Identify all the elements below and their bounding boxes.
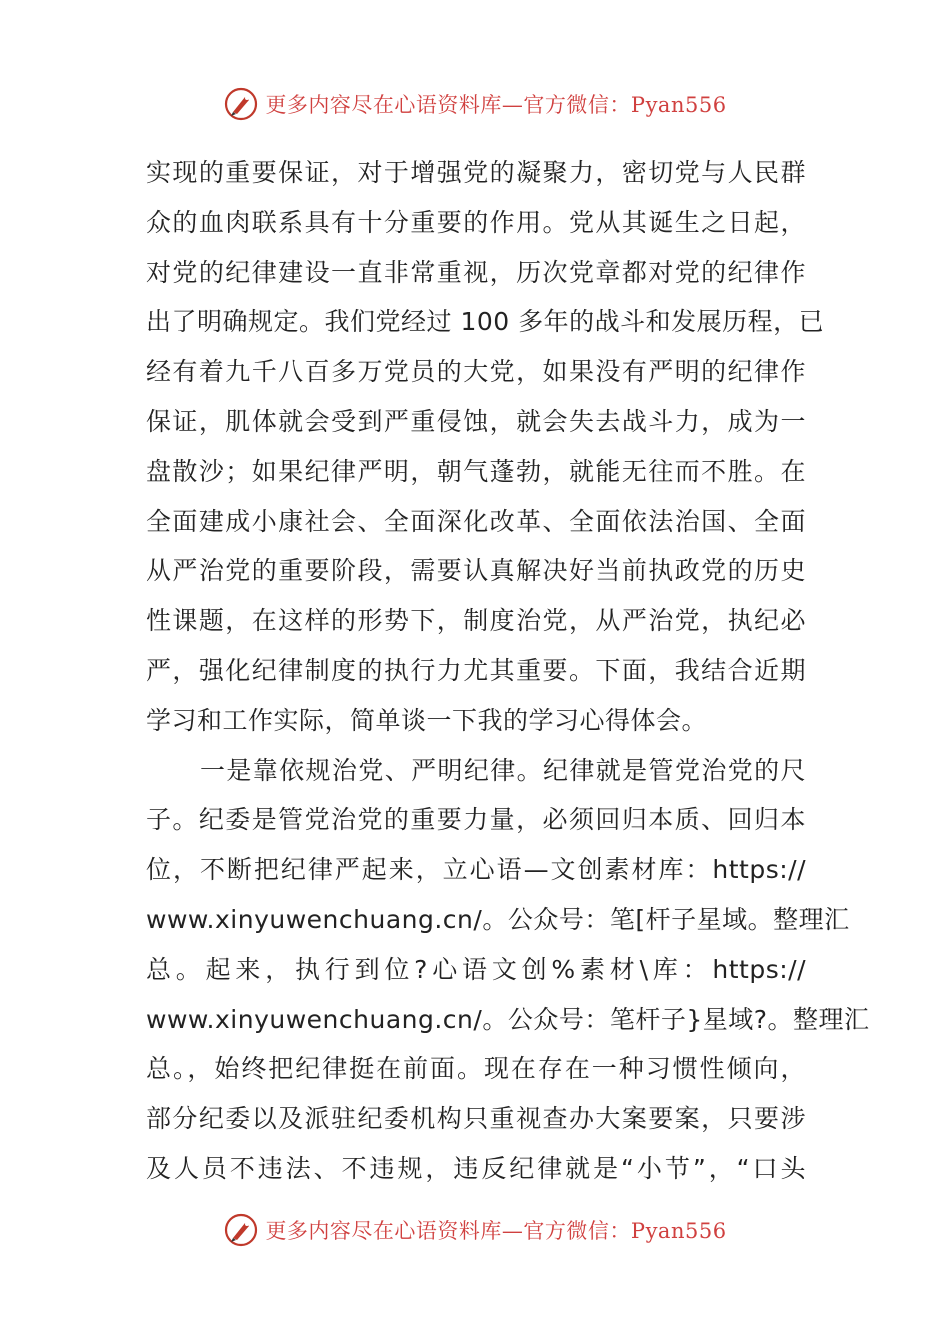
pen-nib-icon — [223, 1212, 259, 1248]
text-line: 全面建成小康社会、全面深化改革、全面依法治国、全面 — [146, 506, 806, 536]
text-line: 总。，始终把纪律挺在前面。现在存在一种习惯性倾向， — [146, 1054, 806, 1084]
text-line: 性课题，在这样的形势下，制度治党，从严治党，执纪必 — [146, 606, 806, 636]
pen-nib-icon — [223, 86, 259, 122]
header-banner — [0, 84, 950, 124]
text-line: 对党的纪律建设一直非常重视，历次党章都对党的纪律作 — [146, 257, 806, 287]
paragraph-start-line: 一是靠依规治党、严明纪律。纪律就是管党治党的尺 — [200, 755, 806, 785]
text-line: 总。起来，执行到位?心语文创%素材\库：https:// — [146, 954, 806, 984]
text-line: 盘散沙；如果纪律严明，朝气蓬勃，就能无往而不胜。在 — [146, 456, 806, 486]
text-line: 及人员不违法、不违规，违反纪律就是“小节”，“口头 — [146, 1153, 806, 1183]
footer-banner-text: 更多内容尽在心语资料库—官方微信：Pyan556 — [265, 1219, 727, 1243]
header-banner-text: 更多内容尽在心语资料库—官方微信：Pyan556 — [265, 93, 727, 117]
text-line: 实现的重要保证，对于增强党的凝聚力，密切党与人民群 — [146, 158, 806, 187]
paragraph-end-line: 学习和工作实际，简单谈一下我的学习心得体会。 — [146, 705, 708, 735]
text-line: 从严治党的重要阶段，需要认真解决好当前执政党的历史 — [146, 556, 806, 586]
document-body — [146, 148, 870, 1194]
text-line: www.xinyuwenchuang.cn/。公众号：笔[杆子星域。整理汇 — [146, 904, 850, 934]
text-line: 出了明确规定。我们党经过 100 多年的战斗和发展历程，已 — [146, 307, 825, 337]
text-line: 保证，肌体就会受到严重侵蚀，就会失去战斗力，成为一 — [146, 406, 806, 436]
text-line: 位，不断把纪律严起来，立心语—文创素材库：https:// — [146, 855, 806, 885]
text-line: 子。纪委是管党治党的重要力量，必须回归本质、回归本 — [146, 805, 806, 835]
text-line: 严，强化纪律制度的执行力尤其重要。下面，我结合近期 — [146, 655, 806, 685]
text-line: 部分纪委以及派驻纪委机构只重视查办大案要案，只要涉 — [146, 1104, 806, 1134]
text-line: 经有着九千八百多万党员的大党，如果没有严明的纪律作 — [146, 357, 806, 387]
text-line: 众的血肉联系具有十分重要的作用。党从其诞生之日起， — [146, 207, 806, 237]
text-line: www.xinyuwenchuang.cn/。公众号：笔杆子}星域?。整理汇 — [146, 1004, 870, 1034]
footer-banner — [0, 1210, 950, 1250]
